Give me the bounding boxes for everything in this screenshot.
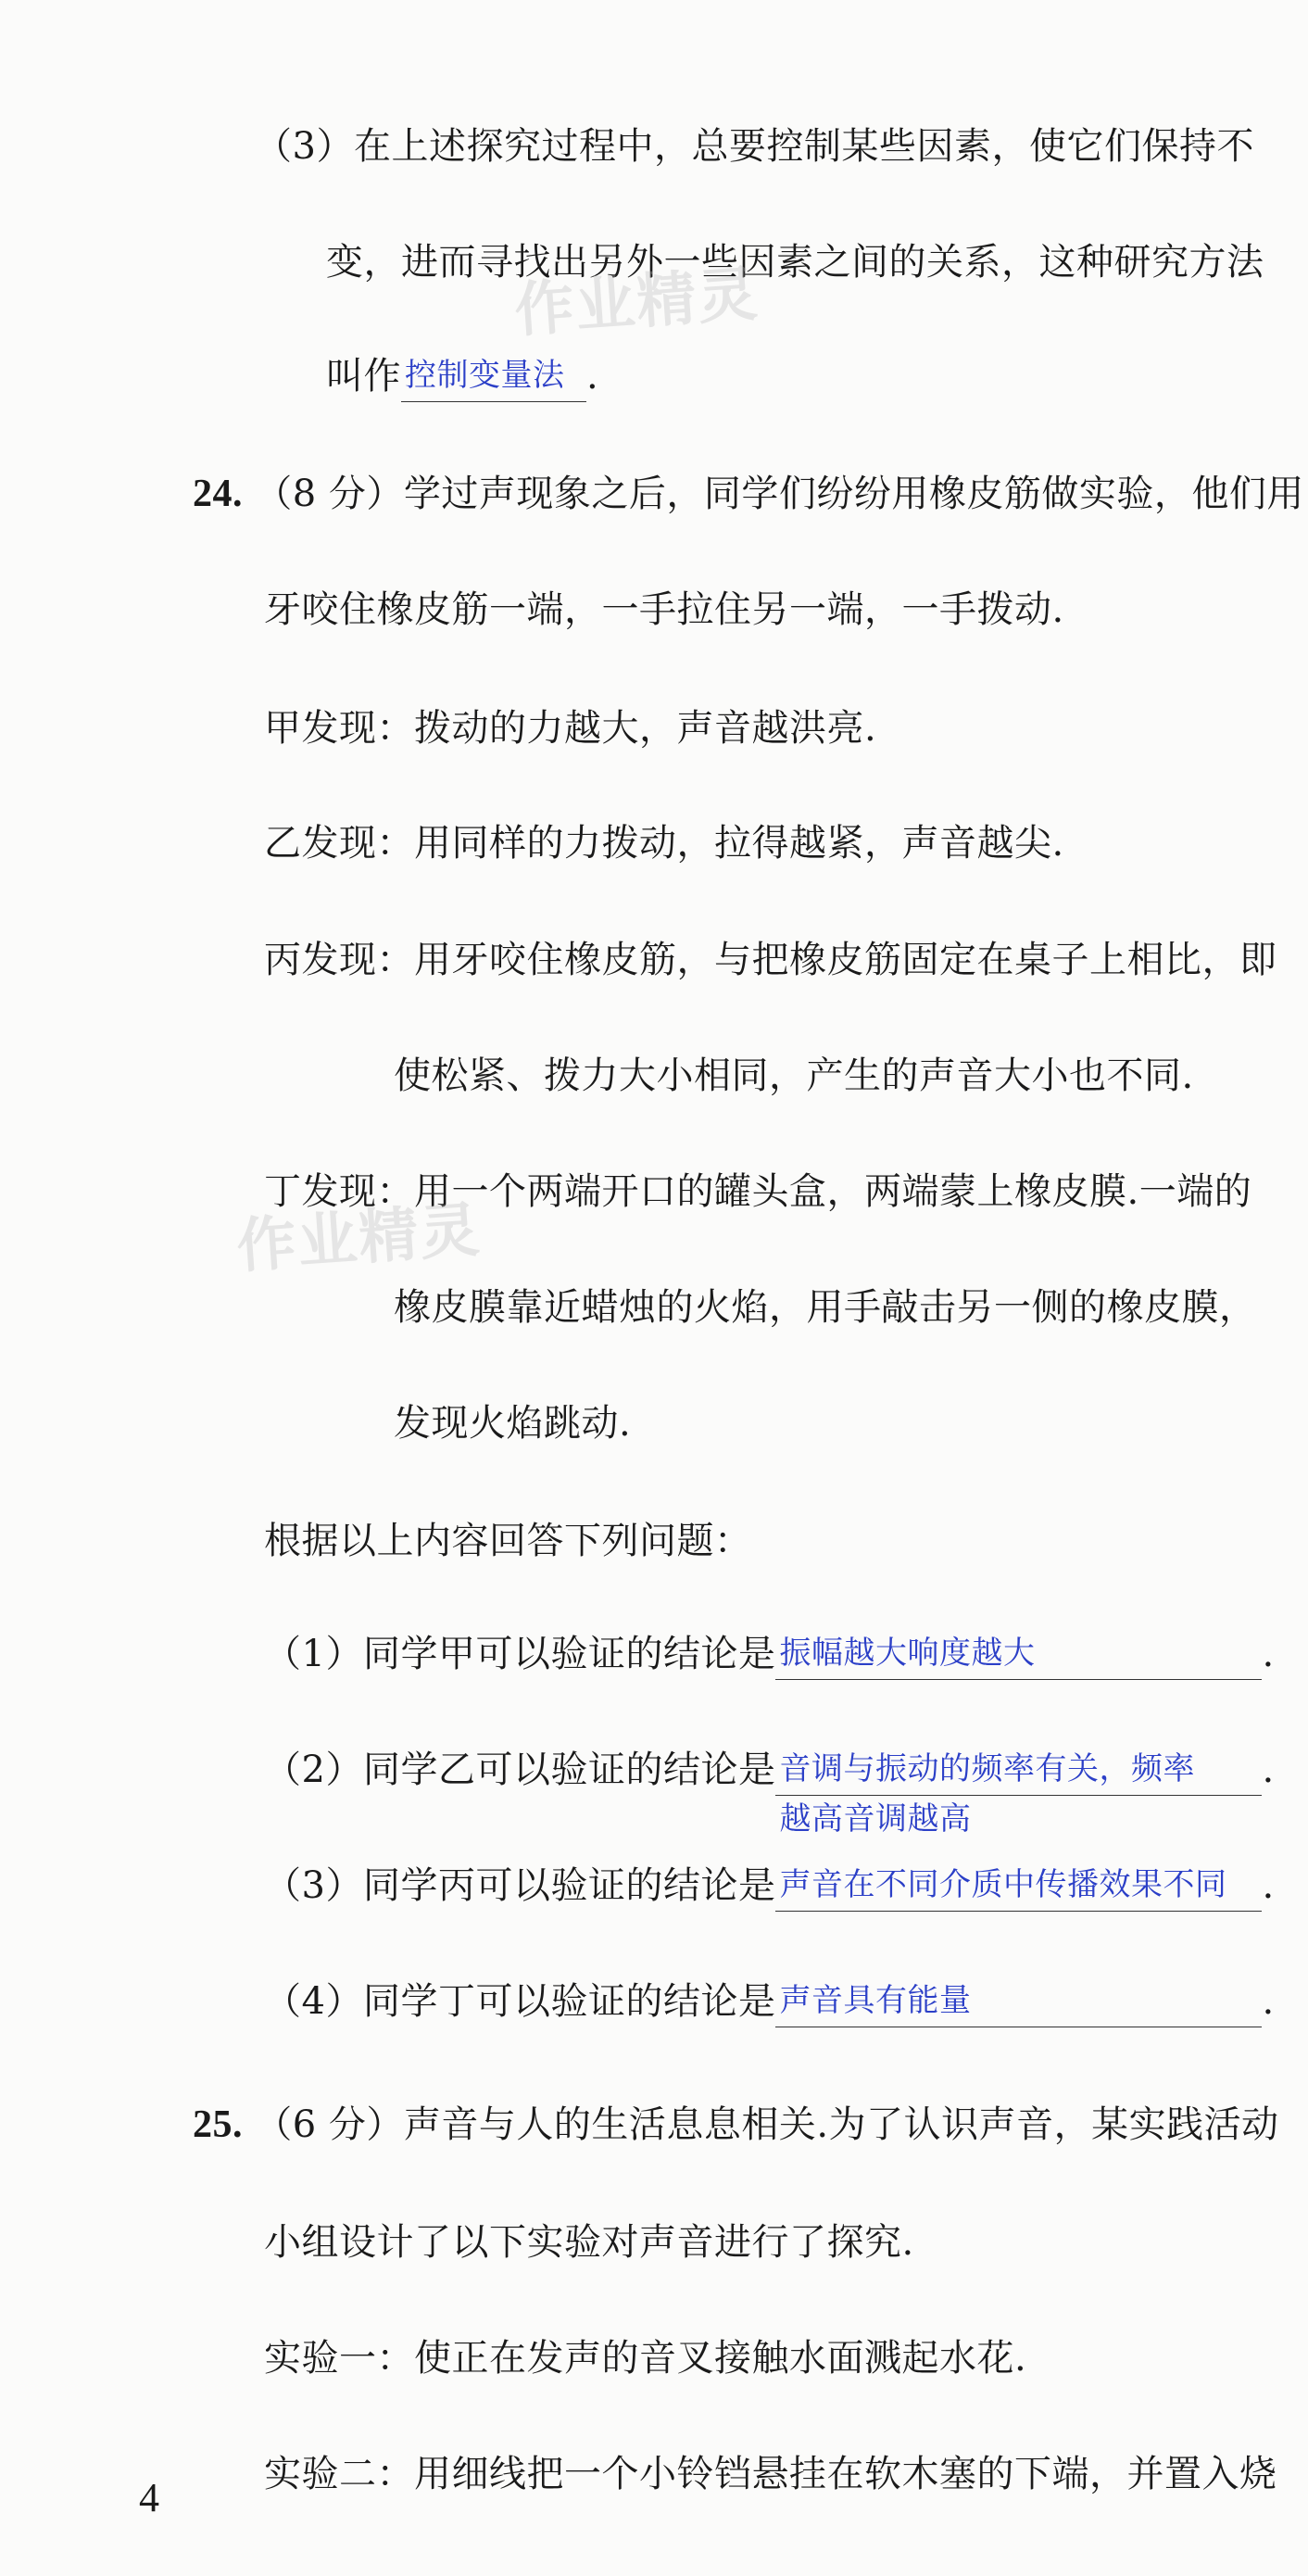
q24-ding-2: 橡皮膜靠近蜡烛的火焰，用手敲击另一侧的橡皮膜， — [394, 1286, 1257, 1329]
q24-sub2-blank — [775, 1749, 1262, 1837]
q24-sub2-answer: 音调与振动的频率有关，频率 — [779, 1750, 1195, 1787]
q24-sub1 — [264, 1628, 1275, 1680]
q24-sub3 — [264, 1860, 1275, 1912]
page-number: 4 — [139, 2475, 159, 2520]
q24-jia: 甲发现：拨动的力越大，声音越洪亮. — [264, 707, 877, 750]
q24-number: 24. — [193, 473, 243, 515]
q23-answer-blank — [401, 355, 586, 402]
q24-line1 — [193, 468, 1304, 520]
q23-part3-suffix: . — [586, 355, 599, 398]
q24-sub3-label: （3）同学丙可以验证的结论是 — [264, 1864, 776, 1907]
q24-sub4-blank — [775, 1980, 1262, 2027]
q24-sub4 — [264, 1976, 1275, 2027]
q24-sub2-end: . — [1262, 1749, 1275, 1791]
q23-answer: 控制变量法 — [405, 357, 565, 394]
q24-bing-2: 使松紧、拨力大小相同，产生的声音大小也不同. — [394, 1054, 1194, 1097]
q24-sub4-end: . — [1262, 1980, 1275, 2023]
q24-prompt: 根据以上内容回答下列问题： — [264, 1520, 752, 1562]
q24-sub2 — [264, 1744, 1275, 1837]
q24-sub2-label: （2）同学乙可以验证的结论是 — [264, 1749, 776, 1791]
q24-sub1-answer: 振幅越大响度越大 — [779, 1635, 1036, 1672]
q24-bing-1: 丙发现：用牙咬住橡皮筋，与把橡皮筋固定在桌子上相比，即 — [264, 939, 1277, 981]
watermark-top: 作业精灵 — [512, 259, 761, 347]
q24-sub3-blank — [775, 1864, 1262, 1912]
q24-sub3-answer: 声音在不同介质中传播效果不同 — [779, 1866, 1227, 1903]
q24-sub3-end: . — [1262, 1864, 1275, 1907]
q25-line1 — [193, 2099, 1279, 2151]
q25-exp2: 实验二：用细线把一个小铃铛悬挂在软木塞的下端，并置入烧 — [264, 2453, 1277, 2495]
q23-part3-line3 — [326, 350, 598, 402]
q24-yi: 乙发现：用同样的力拨动，拉得越紧，声音越尖. — [264, 822, 1064, 865]
q24-sub1-blank — [775, 1633, 1262, 1680]
q25-line2: 小组设计了以下实验对声音进行了探究. — [264, 2221, 914, 2264]
q25-text-1: （6 分）声音与人的生活息息相关.为了认识声音，某实践活动 — [255, 2103, 1279, 2146]
q23-part3-prefix: 叫作 — [326, 355, 401, 398]
watermark-middle: 作业精灵 — [234, 1195, 484, 1282]
q24-sub4-answer: 声音具有能量 — [779, 1982, 972, 2019]
q24-sub1-label: （1）同学甲可以验证的结论是 — [264, 1633, 776, 1675]
q24-sub2-answer-line2: 越高音调越高 — [779, 1800, 972, 1837]
q23-part3-line1: （3）在上述探究过程中，总要控制某些因素，使它们保持不 — [255, 125, 1254, 168]
q24-ding-3: 发现火焰跳动. — [394, 1402, 632, 1445]
q24-sub1-end: . — [1262, 1633, 1275, 1675]
q24-ding-1: 丁发现：用一个两端开口的罐头盒，两端蒙上橡皮膜.一端的 — [264, 1170, 1252, 1213]
q24-text-1: （8 分）学过声现象之后，同学们纷纷用橡皮筋做实验，他们用 — [255, 473, 1304, 515]
q24-sub4-label: （4）同学丁可以验证的结论是 — [264, 1980, 776, 2023]
q24-line2: 牙咬住橡皮筋一端，一手拉住另一端，一手拨动. — [264, 588, 1064, 631]
q23-part3-line2: 变，进而寻找出另外一些因素之间的关系，这种研究方法 — [326, 241, 1264, 284]
q25-exp1: 实验一：使正在发声的音叉接触水面溅起水花. — [264, 2337, 1027, 2380]
q25-number: 25. — [193, 2103, 243, 2146]
